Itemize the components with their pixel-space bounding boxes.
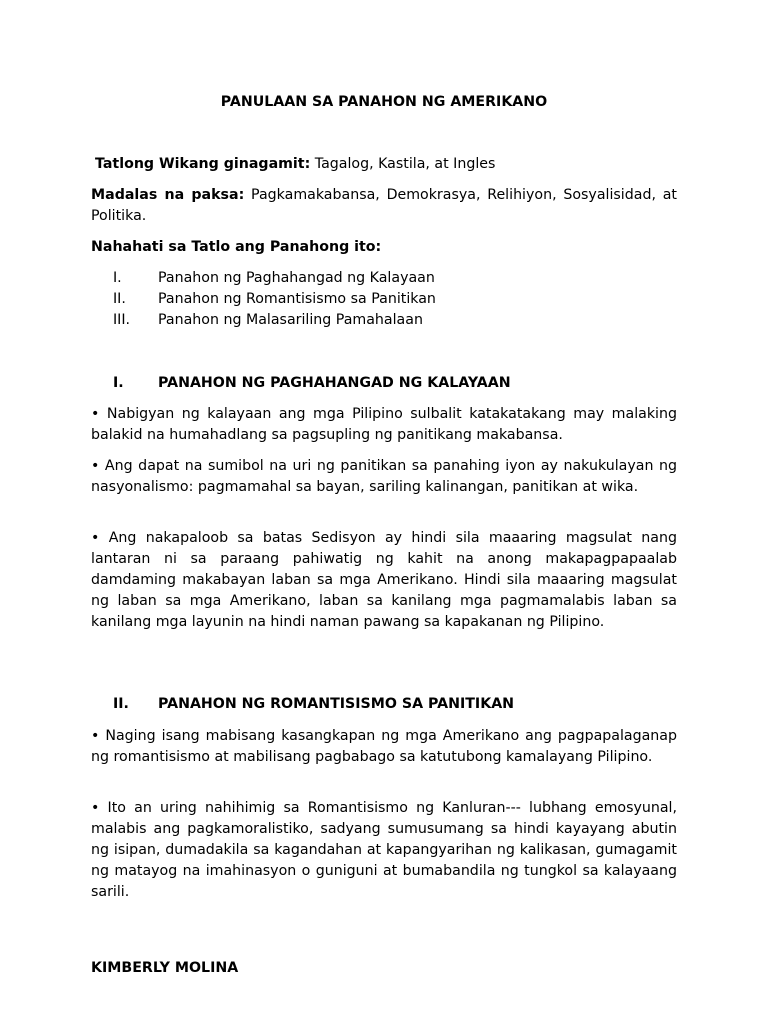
languages-value: Tagalog, Kastila, at Ingles (310, 156, 496, 172)
document-title: PANULAAN SA PANAHON NG AMERIKANO (220, 94, 548, 110)
section1-bullet: • Nabigyan ng kalayaan ang mga Pilipino sulbalit katakatakang may malaking balakid na humahadlang sa pagsupling ng panitikang makabansa. (91, 406, 677, 443)
section1-title: PANAHON NG PAGHAHANGAD NG KALAYAAN (158, 375, 511, 391)
section1-numeral: I. (113, 375, 124, 391)
section2-bullet: • Ito an uring nahihimig sa Romantisismo ng Kanluran--- lubhang emosyunal, malabis ang pagkamoralistiko, sadyang sumusumang sa hindi kayayang abutin ng isipan, dumadakila sa kagandahan at kapangyarihan ng kalikasan, gumagamit ng matayog na imahinasyon o guniguni at bumabandila ng tungkol sa kalayaang sarili. (91, 800, 677, 900)
section1-bullet: • Ang dapat na sumibol na uri ng panitikan sa panahing iyon ay nakukulayan ng nasyonalismo: pagmamahal sa bayan, sariling kalinangan, panitikan at wika. (91, 458, 677, 495)
list-numeral: II. (113, 291, 126, 307)
list-text: Panahon ng Malasariling Pamahalaan (158, 312, 423, 328)
topics-label: Madalas na paksa: (91, 187, 245, 203)
languages-label: Tatlong Wikang ginagamit: (95, 156, 311, 172)
author-name: KIMBERLY MOLINA (91, 960, 239, 976)
languages-line (95, 154, 681, 175)
list-text: Panahon ng Romantisismo sa Panitikan (158, 291, 436, 307)
list-numeral: I. (113, 270, 122, 286)
list-text: Panahon ng Paghahangad ng Kalayaan (158, 270, 435, 286)
section1-bullet: • Ang nakapaloob sa batas Sedisyon ay hindi sila maaaring magsulat nang lantaran ni sa paraang pahiwatig ng kahit na anong makapagpapaalab damdaming makabayan laban sa mga Amerikano. Hindi sila maaaring magsulat ng laban sa mga Amerikano, laban sa kanilang mga pagmamalabis laban sa kanilang mga layunin na hindi naman pawang sa kapakanan ng Pilipino. (91, 530, 677, 630)
section2-title: PANAHON NG ROMANTISISMO SA PANITIKAN (158, 696, 515, 712)
list-numeral: III. (113, 312, 131, 328)
topics-value: Pagkamakabansa, Demokrasya, Relihiyon, Sosyalisidad, at Politika. (91, 187, 677, 224)
section2-numeral: II. (113, 696, 129, 712)
section2-bullet: • Naging isang mabisang kasangkapan ng mga Amerikano ang pagpapalaganap ng romantisismo at mabilisang pagbabago sa katutubong kamalayang Pilipino. (91, 728, 677, 765)
divisions-heading: Nahahati sa Tatlo ang Panahong ito: (91, 239, 382, 255)
topics-paragraph (91, 185, 677, 227)
